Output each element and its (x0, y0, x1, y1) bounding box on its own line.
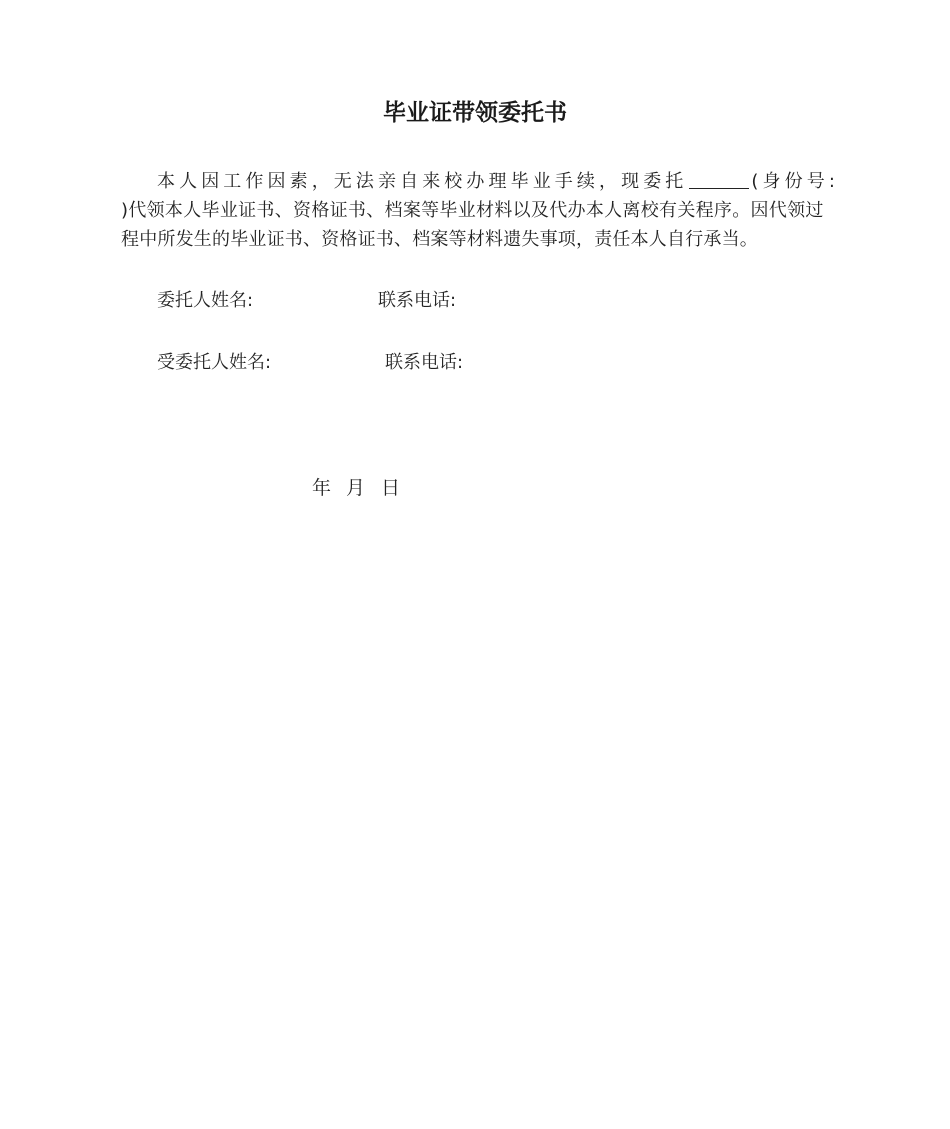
delegator-phone-label: 联系电话: (378, 290, 457, 311)
delegator-name-label: 委托人姓名: (157, 290, 254, 311)
document-title: 毕业证带领委托书 (383, 100, 567, 126)
paragraph-line-1-text: 本人因工作因素，无法亲自来校办理毕业手续，现委托 (157, 171, 688, 192)
paragraph-line-3: 程中所发生的毕业证书、资格证书、档案等材料遗失事项，责任本人自行承当。 (121, 229, 758, 250)
id-number-label: (身份号: (751, 171, 839, 192)
delegatee-name-label: 受委托人姓名: (157, 352, 272, 373)
body-paragraph (121, 167, 839, 254)
paragraph-line-2: )代领本人毕业证书、资格证书、档案等毕业材料以及代办本人离校有关程序。因代领过 (121, 200, 824, 221)
date-day-label: 日 (381, 477, 401, 499)
date-year-label: 年 (312, 477, 332, 499)
paragraph-line-1 (121, 167, 839, 196)
date-month-label: 月 (346, 477, 366, 499)
delegatee-blank-underline (689, 170, 749, 189)
delegatee-phone-label: 联系电话: (385, 352, 464, 373)
